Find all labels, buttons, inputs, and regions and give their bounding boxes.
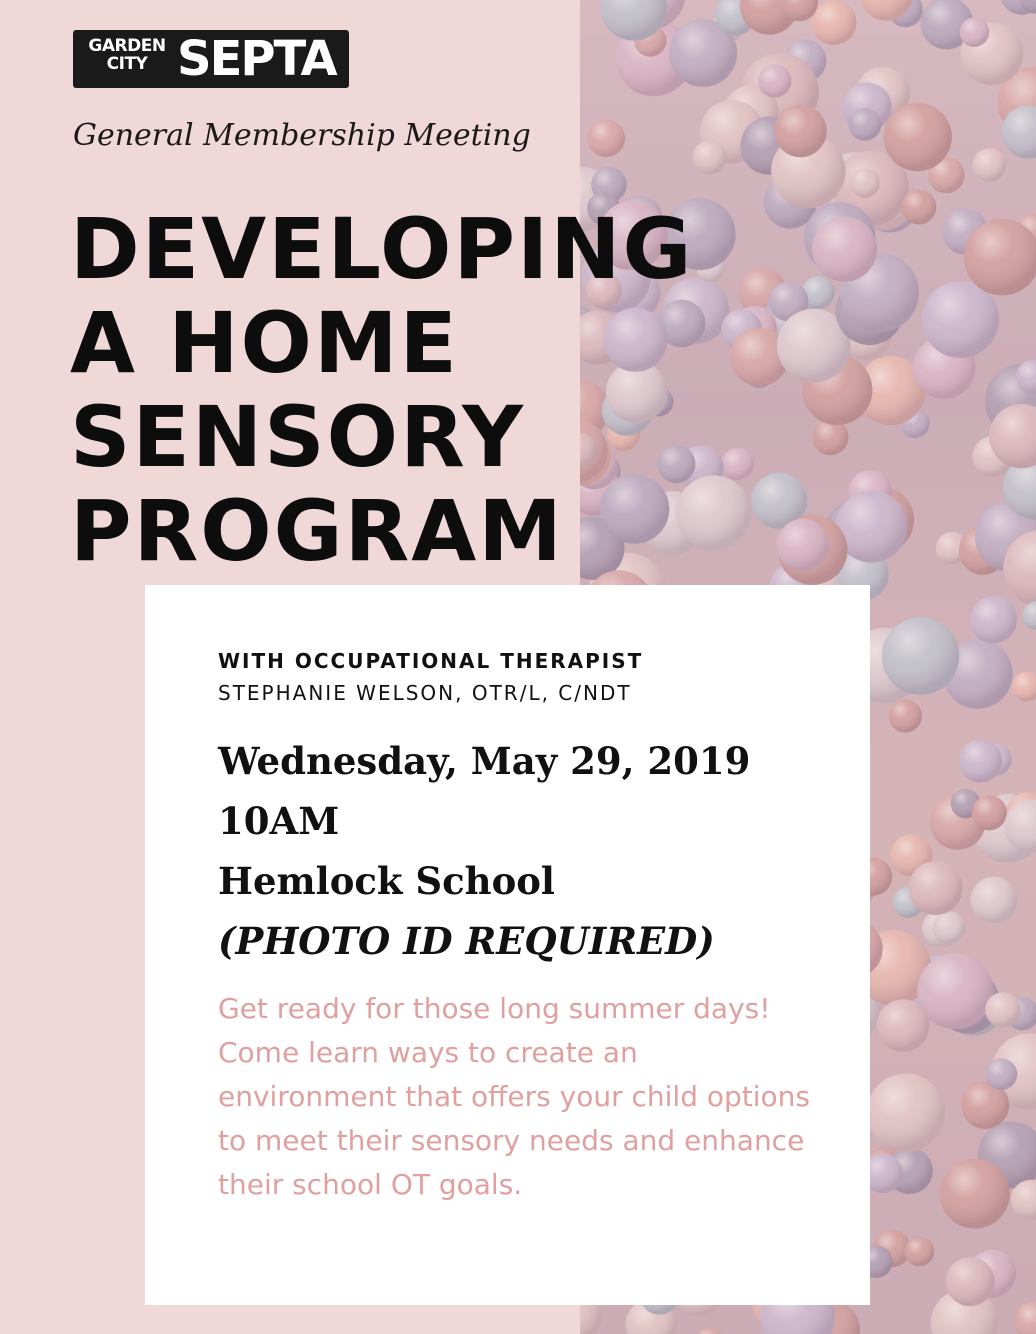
presenter-name: STEPHANIE WELSON, OTR/L, C/NDT: [218, 681, 632, 705]
title-line-1: DEVELOPING: [70, 200, 694, 298]
logo-line-city: CITY: [106, 54, 148, 74]
event-date: Wednesday, May 29, 2019: [218, 739, 751, 783]
logo-line-garden: GARDEN: [88, 36, 166, 56]
title-line-2: A HOME: [70, 294, 459, 392]
title-line-3: SENSORY: [70, 388, 525, 486]
event-details-card: [145, 585, 870, 1305]
logo-septa: SEPTA: [177, 31, 336, 87]
garden-city-septa-logo: [73, 30, 349, 88]
presenter-role: WITH OCCUPATIONAL THERAPIST: [218, 649, 644, 673]
meeting-type: General Membership Meeting: [73, 118, 531, 153]
event-location: Hemlock School: [218, 859, 555, 903]
photo-id-requirement: (PHOTO ID REQUIRED): [218, 919, 715, 963]
event-logistics: [218, 731, 750, 971]
event-time: 10AM: [218, 799, 340, 843]
logo-garden-city: [82, 37, 172, 73]
event-description: Get ready for those long summer days! Come learn ways to create an environment that offers your child options to meet their sensory needs and enhance their school OT goals.: [218, 992, 810, 1201]
title-line-4: PROGRAM: [70, 482, 564, 580]
event-title: [70, 202, 694, 578]
